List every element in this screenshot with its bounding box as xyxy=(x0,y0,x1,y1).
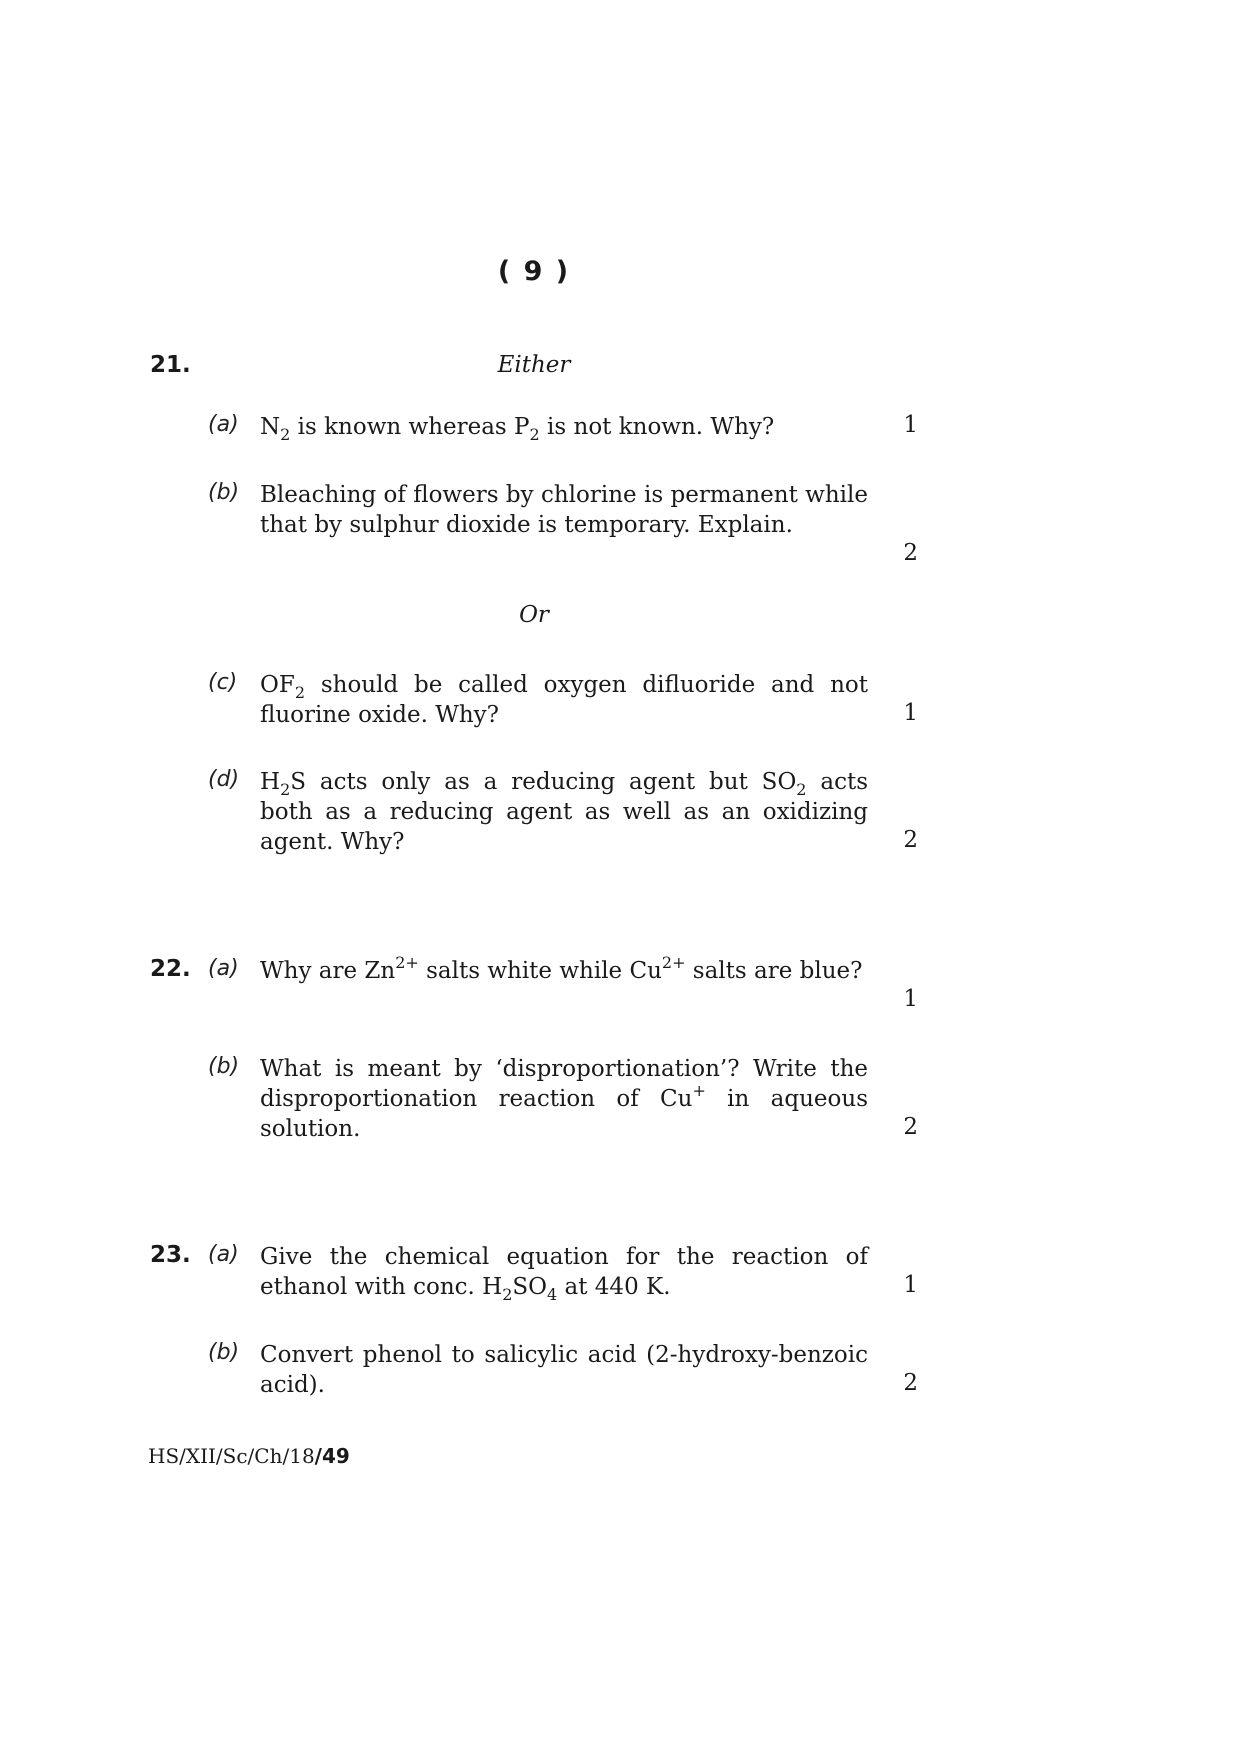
part-label: (b) xyxy=(208,480,240,505)
part-label: (d) xyxy=(208,767,240,792)
marks: 1 xyxy=(903,986,918,1012)
part-text: Give the chemical equation for the reaction of ethanol with conc. $H_2SO_4$ at 440 K. xyxy=(260,1244,868,1304)
marks: 1 xyxy=(903,412,918,438)
marks: 2 xyxy=(903,1370,918,1396)
part-text: Convert phenol to salicylic acid (2-hydroxy-benzoic acid). xyxy=(260,1342,868,1398)
part-text: $N_2$ is known whereas $P_2$ is not known. Why? xyxy=(260,414,775,444)
part-text: $H_2S$ acts only as a reducing agent but $SO_2$ acts both as a reducing agent as well as an oxidizing agent. Why? xyxy=(260,769,868,855)
part-label: (b) xyxy=(208,1054,240,1079)
marks: 2 xyxy=(903,827,918,853)
part-label: (a) xyxy=(208,956,239,981)
marks: 1 xyxy=(903,1272,918,1298)
marks: 2 xyxy=(903,540,918,566)
marks: 1 xyxy=(903,700,918,726)
part-label: (c) xyxy=(208,670,238,695)
marks: 2 xyxy=(903,1114,918,1140)
part-label: (a) xyxy=(208,412,239,437)
paper-code-footer xyxy=(148,1444,350,1468)
paper-code: HS/XII/Sc/Ch/18 xyxy=(148,1444,315,1468)
page-set: /49 xyxy=(314,1444,350,1468)
question-number-21: 21. xyxy=(150,352,191,378)
part-text: Bleaching of flowers by chlorine is permanent while that by sulphur dioxide is temporary. Explain. xyxy=(260,482,868,538)
question-number-22: 22. xyxy=(150,956,191,982)
part-text: Why are $Zn^{2+}$ salts white while $Cu^{2+}$ salts are blue? xyxy=(260,953,863,984)
page-number: ( 9 ) xyxy=(497,256,571,287)
part-text: $OF_2$ should be called oxygen difluoride and not fluorine oxide. Why? xyxy=(260,672,868,728)
part-label: (a) xyxy=(208,1242,239,1267)
either-label: Either xyxy=(497,352,571,378)
part-text: What is meant by ‘disproportionation’? Write the disproportionation reaction of Cu+ in aqueous solution. xyxy=(260,1056,868,1142)
question-number-23: 23. xyxy=(150,1242,191,1268)
part-label: (b) xyxy=(208,1340,240,1365)
or-label: Or xyxy=(519,602,549,628)
